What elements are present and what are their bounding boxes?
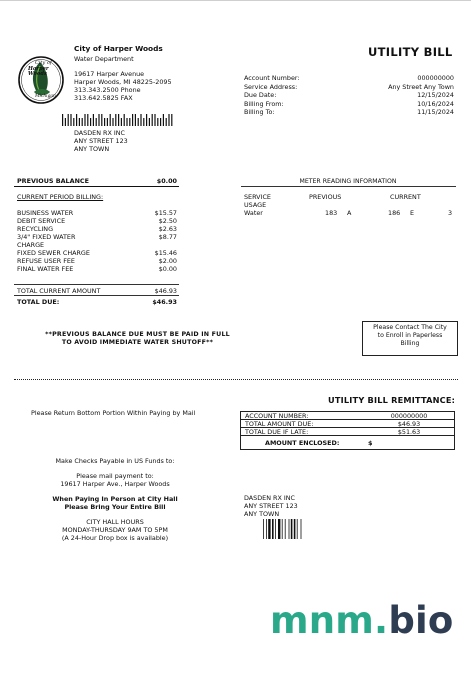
customer-line: DASDEN RX INC: [74, 129, 125, 137]
charge-label: FINAL WATER FEE: [17, 265, 74, 273]
hours-line: MONDAY-THURSDAY 9AM TO 5PM: [62, 526, 168, 534]
notice-line: Please Contact The City: [373, 324, 447, 331]
total-current-value: $46.93: [154, 287, 177, 295]
meter-section-title: METER READING INFORMATION: [299, 178, 397, 185]
hours-line: CITY HALL HOURS: [86, 518, 144, 526]
logo-text-1: City of: [35, 60, 52, 66]
divider: [14, 295, 179, 296]
remit-value: 000000000: [390, 412, 428, 420]
charge-row: [17, 225, 177, 233]
total-current-label: TOTAL CURRENT AMOUNT: [17, 287, 101, 295]
charge-amount: $2.00: [158, 257, 177, 265]
field-label: Billing To:: [244, 108, 275, 117]
postal-barcode: [60, 113, 176, 127]
watermark-part: mnm.: [270, 599, 389, 642]
department: Water Department: [74, 55, 134, 64]
account-info: [244, 74, 454, 117]
field-label: Service Address:: [244, 82, 298, 91]
meter-previous-code: A: [347, 209, 352, 217]
remittance-title: UTILITY BILL REMITTANCE:: [328, 395, 456, 405]
notice-line: to Enroll in Paperless: [377, 331, 443, 339]
meter-usage: 3: [448, 209, 453, 217]
account-number-row: [244, 74, 454, 83]
charge-label: REFUSE USER FEE: [17, 257, 75, 265]
paperless-notice-box: [362, 321, 458, 356]
watermark-part: bio: [388, 599, 454, 642]
checks-payable: Make Checks Payable in US Funds to:: [55, 457, 175, 465]
meter-current: 186: [388, 209, 401, 217]
meter-current-code: E: [410, 209, 415, 217]
tear-line: [14, 379, 458, 380]
logo-text-2: Harper Woods: [28, 66, 49, 78]
divider: [241, 186, 456, 187]
charge-amount: $15.46: [154, 249, 177, 257]
field-value: Any Street Any Town: [388, 82, 454, 91]
charge-amount: $8.77: [158, 233, 177, 241]
field-label: Billing From:: [244, 99, 284, 108]
charge-row: [17, 257, 177, 265]
meter-header-usage-text: USAGE: [244, 201, 267, 209]
meter-service: Water: [244, 209, 263, 217]
field-value: 000000000: [417, 74, 454, 82]
customer-line: ANY STREET 123: [74, 137, 128, 145]
city-logo: [16, 52, 66, 106]
field-label: Due Date:: [244, 91, 277, 100]
billing-to-row: [244, 108, 454, 117]
in-person-line: Please Bring Your Entire Bill: [64, 503, 166, 511]
previous-balance-row: [17, 177, 177, 185]
field-label: Account Number:: [244, 74, 300, 82]
total-due-label: TOTAL DUE:: [17, 298, 60, 306]
shutoff-warning: [30, 331, 245, 347]
return-note: Please Return Bottom Portion Within Paying by Mail: [31, 409, 196, 417]
document-title: UTILITY BILL: [368, 45, 453, 59]
customer-address: [74, 129, 128, 153]
charge-amount: $15.57: [154, 209, 177, 217]
charge-label: RECYCLING: [17, 225, 54, 233]
field-value: 12/15/2024: [417, 91, 454, 100]
charge-amount: $2.50: [158, 217, 177, 225]
charge-row: [17, 249, 177, 257]
billing-from-row: [244, 100, 454, 109]
charge-amount: $2.63: [158, 225, 177, 233]
customer-line: ANY TOWN: [74, 145, 110, 153]
current-period-label: CURRENT PERIOD BILLING:: [17, 193, 104, 201]
mail-payment-line: Please mail payment to:: [76, 472, 154, 480]
remit-label: TOTAL DUE IF LATE:: [245, 428, 309, 436]
warning-line: TO AVOID IMMEDIATE WATER SHUTOFF**: [61, 338, 214, 346]
fax-line: 313.642.5825 FAX: [74, 94, 133, 103]
divider: [14, 186, 179, 187]
charge-label: DEBIT SERVICE: [17, 217, 66, 225]
address-line: Harper Woods, MI 48225-2095: [74, 78, 172, 87]
logo-text-3: Michigan: [35, 94, 56, 99]
warning-line: **PREVIOUS BALANCE DUE MUST BE PAID IN FULL: [45, 331, 230, 338]
total-due-value: $46.93: [152, 298, 177, 306]
divider: [14, 284, 179, 285]
remit-row: [241, 428, 454, 436]
remittance-table: [240, 411, 455, 450]
meter-previous: 183: [325, 209, 338, 217]
remit-label: TOTAL AMOUNT DUE:: [245, 420, 314, 428]
charge-label: FIXED SEWER CHARGE: [17, 249, 90, 257]
charge-amount: $0.00: [158, 265, 177, 273]
due-date-row: [244, 91, 454, 100]
remit-customer-address: [244, 494, 298, 518]
issuer-block: [74, 44, 172, 102]
field-value: 10/16/2024: [417, 99, 454, 108]
remit-value: $46.93: [397, 420, 421, 428]
top-rule: [0, 0, 471, 1]
field-value: 11/15/2024: [417, 108, 454, 117]
charges-list: [17, 209, 177, 273]
meter-header-previous: PREVIOUS: [309, 193, 342, 201]
charge-label: 3/4" FIXED WATER CHARGE: [17, 233, 76, 249]
total-due-row: [17, 298, 177, 306]
hours-block: [14, 518, 216, 542]
watermark-logo: [270, 598, 454, 644]
amount-enclosed-row[interactable]: [241, 436, 454, 449]
remit-row: [241, 412, 454, 420]
remit-label: ACCOUNT NUMBER:: [245, 412, 309, 420]
remit-row: [241, 420, 454, 428]
hours-line: (A 24-Hour Drop box is available): [61, 534, 169, 542]
amount-enclosed-field[interactable]: $: [368, 438, 373, 447]
charge-row: [17, 209, 177, 217]
customer-line: ANY TOWN: [244, 510, 280, 518]
phone-line: 313.343.2500 Phone: [74, 86, 141, 95]
in-person-line: When Paying In Person at City Hall: [52, 495, 178, 503]
in-person-block: [14, 495, 216, 511]
remit-label: AMOUNT ENCLOSED:: [265, 438, 340, 447]
meter-header-current: CURRENT: [390, 193, 421, 201]
customer-line: DASDEN RX INC: [244, 494, 295, 502]
charge-row: [17, 265, 177, 273]
mail-payment-block: [14, 472, 216, 488]
meter-header-service-text: SERVICE: [244, 193, 271, 201]
address-line: 19617 Harper Avenue: [74, 70, 145, 79]
total-current-row: [17, 287, 177, 295]
account-barcode: [263, 519, 309, 539]
meter-header-service: [244, 193, 271, 209]
service-address-row: [244, 83, 454, 92]
notice-line: Billing: [400, 339, 420, 347]
customer-line: ANY STREET 123: [244, 502, 298, 510]
org-name: City of Harper Woods: [74, 44, 163, 53]
mail-payment-line: 19617 Harper Ave., Harper Woods: [60, 480, 170, 488]
previous-balance-label: PREVIOUS BALANCE: [17, 177, 89, 185]
remit-value: $51.63: [397, 428, 421, 436]
charge-row: [17, 233, 177, 249]
charge-row: [17, 217, 177, 225]
org-address: [74, 70, 172, 102]
previous-balance-value: $0.00: [156, 177, 177, 185]
charge-label: BUSINESS WATER: [17, 209, 74, 217]
